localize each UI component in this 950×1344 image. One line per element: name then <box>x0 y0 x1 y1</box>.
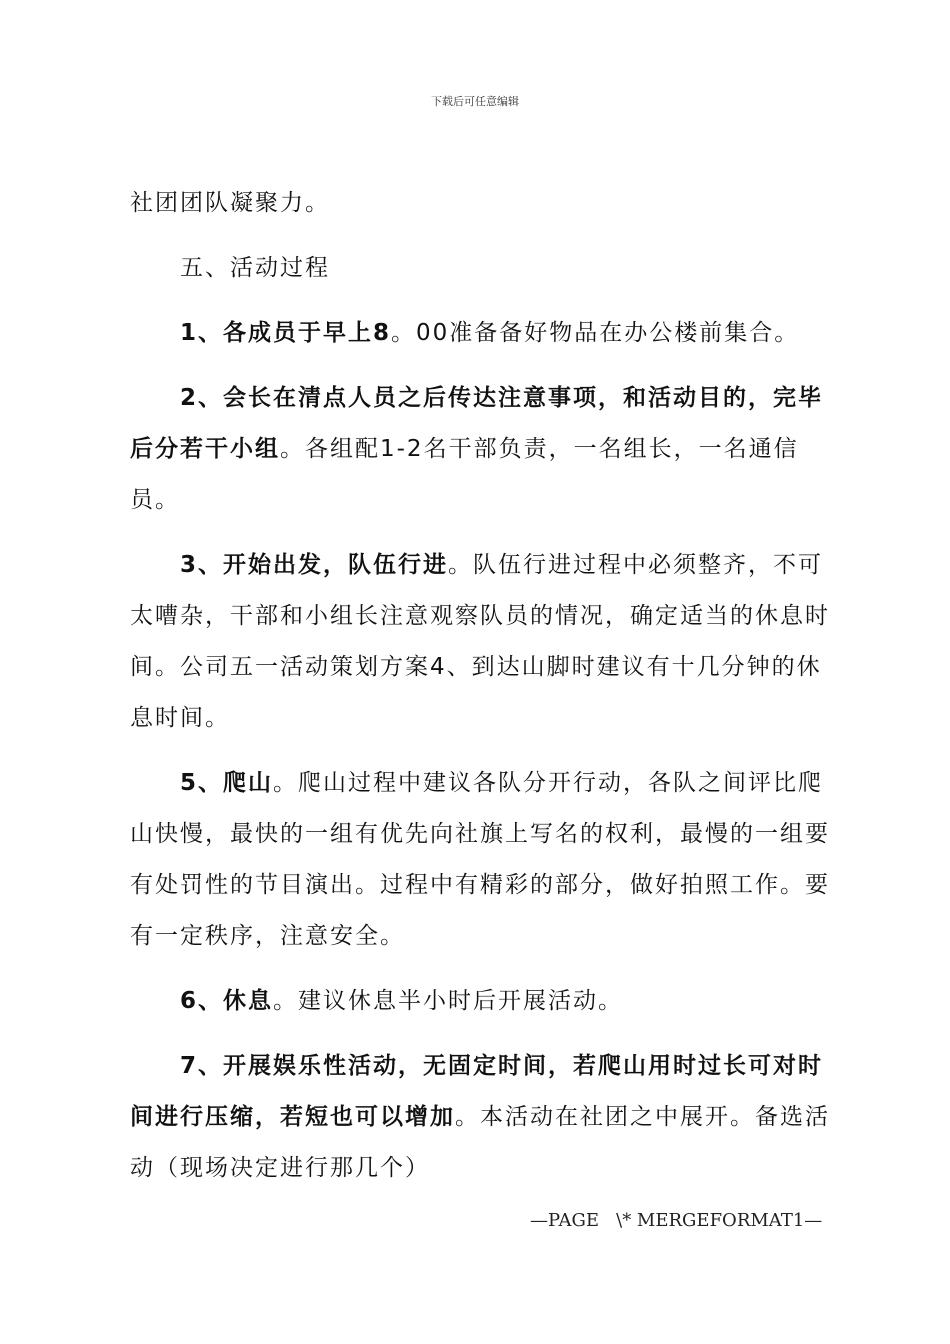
paragraph-step-3 <box>130 540 842 744</box>
step-3-text: 。队伍行进过程中必须整齐，不可太嘈杂，干部和小组长注意观察队员的情况，确定适当的休息时间。公司五一活动策划方案4、到达山脚时建议有十几分钟的休息时间。 <box>130 552 830 731</box>
body-text <box>130 178 842 1194</box>
paragraph-continuation: 社团团队凝聚力。 <box>130 190 330 216</box>
step-2-title: 2、会长在清点人员之后传达注意事项，和活动目的，完毕后分若干小组 <box>130 385 824 462</box>
step-1-text: 。00准备备好物品在办公楼前集合。 <box>391 320 800 346</box>
step-2-text: 。各组配1-2名干部负责，一名组长，一名通信员。 <box>130 436 799 513</box>
page-footer: —PAGE \* MERGEFORMAT1— <box>530 1210 823 1231</box>
paragraph-step-6 <box>130 976 842 1027</box>
step-5-title: 5、爬山 <box>180 770 274 796</box>
paragraph-step-1 <box>130 308 842 359</box>
step-5-text: 。爬山过程中建议各队分开行动，各队之间评比爬山快慢，最快的一组有优先向社旗上写名的权利，最慢的一组要有处罚性的节目演出。过程中有精彩的部分，做好拍照工作。要有一定秩序，注意安全。 <box>130 770 830 949</box>
paragraph-step-2 <box>130 373 842 526</box>
step-1-title: 1、各成员于早上8 <box>180 320 392 346</box>
page-header: 下载后可任意编辑 <box>431 95 519 108</box>
step-7-text: 。本活动在社团之中展开。备选活动（现场决定进行那几个） <box>130 1104 830 1181</box>
step-3-title: 3、开始出发，队伍行进 <box>180 552 449 578</box>
step-6-text: 。建议休息半小时后开展活动。 <box>273 988 624 1014</box>
step-7-title: 7、开展娱乐性活动，无固定时间，若爬山用时过长可对时间进行压缩，若短也可以增加 <box>130 1053 824 1130</box>
section-heading: 五、活动过程 <box>180 255 330 281</box>
step-6-title: 6、休息 <box>180 988 274 1014</box>
paragraph-step-7 <box>130 1041 842 1194</box>
paragraph-step-5 <box>130 758 842 962</box>
